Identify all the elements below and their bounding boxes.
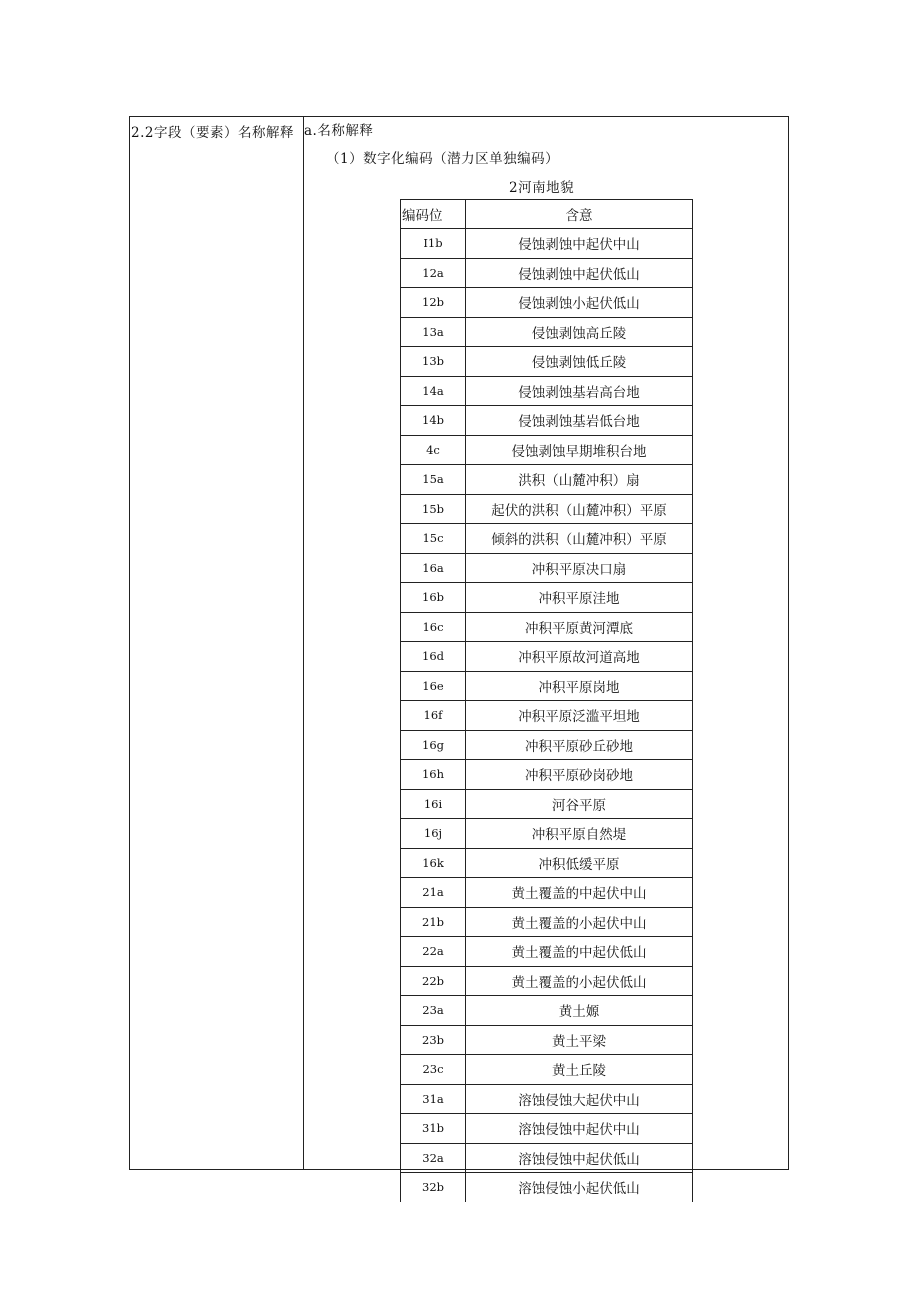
table-row bbox=[401, 848, 693, 878]
meaning-cell: 黄土覆盖的小起伏中山 bbox=[466, 907, 693, 937]
code-cell: 23c bbox=[401, 1055, 466, 1085]
meaning-cell: 溶蚀侵蚀大起伏中山 bbox=[466, 1084, 693, 1114]
table-row bbox=[401, 288, 693, 318]
table-row bbox=[401, 996, 693, 1026]
table-row bbox=[401, 1143, 693, 1173]
code-cell: 16i bbox=[401, 789, 466, 819]
meaning-cell: 侵蚀剥蚀高丘陵 bbox=[466, 317, 693, 347]
table-row bbox=[401, 730, 693, 760]
meaning-cell: 冲积平原黄河潭底 bbox=[466, 612, 693, 642]
outer-table bbox=[129, 116, 789, 1198]
table-row bbox=[401, 612, 693, 642]
meaning-cell: 溶蚀侵蚀小起伏低山 bbox=[466, 1173, 693, 1202]
header-meaning: 含意 bbox=[466, 200, 693, 229]
section-a-heading: a.名称解释 bbox=[304, 123, 374, 139]
meaning-cell: 冲积平原砂岗砂地 bbox=[466, 760, 693, 790]
table-row bbox=[401, 878, 693, 908]
table-row bbox=[401, 1173, 693, 1202]
table-row bbox=[401, 465, 693, 495]
table-row bbox=[401, 1114, 693, 1144]
code-cell: 21b bbox=[401, 907, 466, 937]
code-cell: 14b bbox=[401, 406, 466, 436]
meaning-cell: 冲积平原自然堤 bbox=[466, 819, 693, 849]
meaning-cell: 黄土嫄 bbox=[466, 996, 693, 1026]
meaning-cell: 黄土覆盖的中起伏低山 bbox=[466, 937, 693, 967]
code-cell: 13a bbox=[401, 317, 466, 347]
meaning-cell: 黄土覆盖的中起伏中山 bbox=[466, 878, 693, 908]
meaning-cell: 倾斜的洪积（山麓冲积）平原 bbox=[466, 524, 693, 554]
code-cell: 16d bbox=[401, 642, 466, 672]
header-code: 编码位 bbox=[401, 200, 466, 229]
code-cell: 16h bbox=[401, 760, 466, 790]
meaning-cell: 黄土覆盖的小起伏低山 bbox=[466, 966, 693, 996]
meaning-cell: 黄土平梁 bbox=[466, 1025, 693, 1055]
code-cell: 31b bbox=[401, 1114, 466, 1144]
code-cell: 16c bbox=[401, 612, 466, 642]
meaning-cell: 黄土丘陵 bbox=[466, 1055, 693, 1085]
meaning-cell: 侵蚀剥蚀小起伏低山 bbox=[466, 288, 693, 318]
code-cell: 12a bbox=[401, 258, 466, 288]
meaning-cell: 河谷平原 bbox=[466, 789, 693, 819]
meaning-cell: 溶蚀侵蚀中起伏中山 bbox=[466, 1114, 693, 1144]
code-cell: 23a bbox=[401, 996, 466, 1026]
code-cell: 15c bbox=[401, 524, 466, 554]
table-row bbox=[401, 229, 693, 259]
code-cell: 15b bbox=[401, 494, 466, 524]
code-cell: 32a bbox=[401, 1143, 466, 1173]
field-label: 2.2字段（要素）名称解释 bbox=[131, 125, 294, 141]
code-cell: 15a bbox=[401, 465, 466, 495]
table-row bbox=[401, 406, 693, 436]
code-cell: 16e bbox=[401, 671, 466, 701]
meaning-cell: 冲积平原决口扇 bbox=[466, 553, 693, 583]
meaning-cell: 洪积（山麓冲积）扇 bbox=[466, 465, 693, 495]
table-header-row bbox=[401, 200, 693, 229]
meaning-cell: 冲积平原岗地 bbox=[466, 671, 693, 701]
meaning-cell: 侵蚀剥蚀低丘陵 bbox=[466, 347, 693, 377]
table-row bbox=[401, 789, 693, 819]
meaning-cell: 侵蚀剥蚀基岩低台地 bbox=[466, 406, 693, 436]
meaning-cell: 侵蚀剥蚀早期堆积台地 bbox=[466, 435, 693, 465]
code-cell: 16j bbox=[401, 819, 466, 849]
code-cell: 22b bbox=[401, 966, 466, 996]
landform-code-table bbox=[400, 199, 693, 1202]
table-row bbox=[401, 583, 693, 613]
code-cell: 22a bbox=[401, 937, 466, 967]
code-cell: 14a bbox=[401, 376, 466, 406]
field-definition-cell bbox=[304, 117, 788, 1198]
meaning-cell: 冲积低缓平原 bbox=[466, 848, 693, 878]
table-row bbox=[401, 1084, 693, 1114]
table-row bbox=[401, 671, 693, 701]
field-name-cell bbox=[130, 117, 304, 1169]
meaning-cell: 冲积平原洼地 bbox=[466, 583, 693, 613]
code-cell: 21a bbox=[401, 878, 466, 908]
meaning-cell: 侵蚀剥蚀中起伏中山 bbox=[466, 229, 693, 259]
table-row bbox=[401, 376, 693, 406]
meaning-cell: 溶蚀侵蚀中起伏低山 bbox=[466, 1143, 693, 1173]
code-cell: 31a bbox=[401, 1084, 466, 1114]
table-row bbox=[401, 642, 693, 672]
table-row bbox=[401, 907, 693, 937]
table-row bbox=[401, 1025, 693, 1055]
table-row bbox=[401, 435, 693, 465]
table-row bbox=[401, 760, 693, 790]
code-cell: 12b bbox=[401, 288, 466, 318]
code-cell: I1b bbox=[401, 229, 466, 259]
meaning-cell: 起伏的洪积（山麓冲积）平原 bbox=[466, 494, 693, 524]
table-row bbox=[401, 258, 693, 288]
code-cell: 16a bbox=[401, 553, 466, 583]
meaning-cell: 冲积平原故河道高地 bbox=[466, 642, 693, 672]
meaning-cell: 侵蚀剥蚀中起伏低山 bbox=[466, 258, 693, 288]
table-row bbox=[401, 347, 693, 377]
table-row bbox=[401, 701, 693, 731]
code-cell: 32b bbox=[401, 1173, 466, 1202]
section-1-heading: （1）数字化编码（潜力区单独编码） bbox=[326, 151, 560, 167]
table-row bbox=[401, 966, 693, 996]
table-title: 2河南地貌 bbox=[509, 180, 575, 196]
code-cell: 16g bbox=[401, 730, 466, 760]
code-cell: 16f bbox=[401, 701, 466, 731]
code-cell: 23b bbox=[401, 1025, 466, 1055]
table-row bbox=[401, 1055, 693, 1085]
table-row bbox=[401, 553, 693, 583]
meaning-cell: 侵蚀剥蚀基岩高台地 bbox=[466, 376, 693, 406]
table-row bbox=[401, 819, 693, 849]
table-row bbox=[401, 937, 693, 967]
table-row bbox=[401, 317, 693, 347]
code-cell: 13b bbox=[401, 347, 466, 377]
table-row bbox=[401, 494, 693, 524]
meaning-cell: 冲积平原泛滥平坦地 bbox=[466, 701, 693, 731]
table-row bbox=[401, 524, 693, 554]
code-cell: 16k bbox=[401, 848, 466, 878]
code-cell: 4c bbox=[401, 435, 466, 465]
code-cell: 16b bbox=[401, 583, 466, 613]
meaning-cell: 冲积平原砂丘砂地 bbox=[466, 730, 693, 760]
